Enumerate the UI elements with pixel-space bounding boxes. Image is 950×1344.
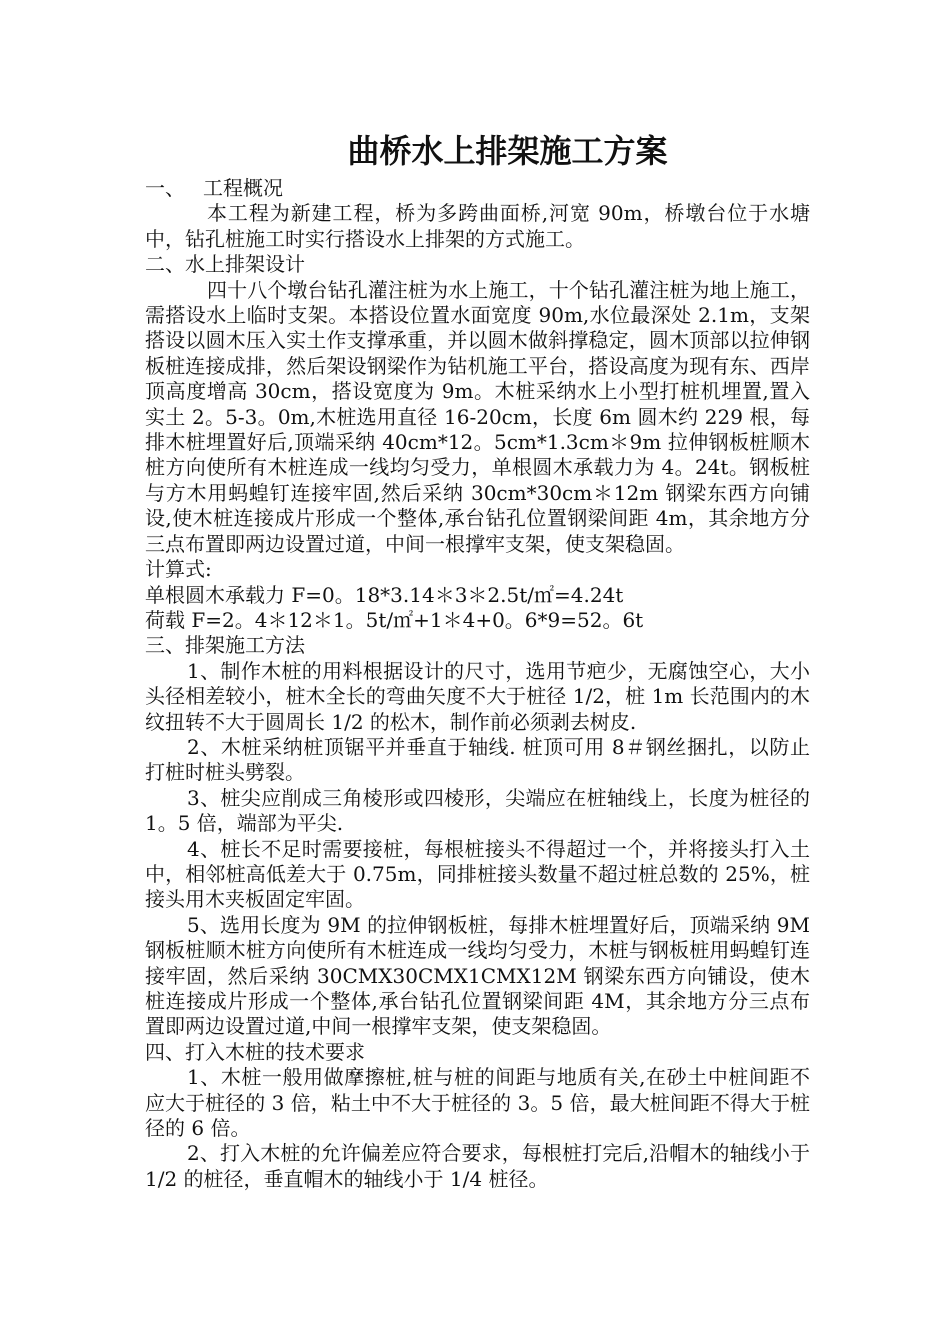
section-3-item-1: 1、制作木桩的用料根据设计的尺寸，选用节疤少，无腐蚀空心，大小头径相差较小，桩木全长的弯曲矢度不大于桩径 1/2，桩 1m 长范围内的木纹扭转不大于圆周长 1/2 的松木，制作前必须剥去树皮.	[145, 658, 810, 734]
calc-line-1: 单根圆木承载力 F=0。18*3.14＊3＊2.5t/㎡=4.24t	[145, 582, 624, 607]
section-1-title: 工程概况	[203, 176, 283, 200]
section-3-item-5: 5、选用长度为 9M 的拉伸钢板桩，每排木桩埋置好后，顶端采纳 9M 钢板桩顺木桩方向使所有木桩连成一线均匀受力，木桩与钢板桩用蚂蝗钉连接牢固，然后采纳 30CMX30CMX1CMX12M 钢梁东西方向铺设，使木桩连接成片形成一个整体,承台钻孔位置钢梁间距 4M，其余地方分三点布置即两边设置过道,中间一根撑牢支架，使支架稳固。	[145, 912, 810, 1039]
section-1-number: 一、	[145, 176, 185, 200]
calc-label: 计算式:	[145, 557, 212, 582]
section-2-heading: 二、水上排架设计	[145, 252, 305, 277]
section-1-heading	[145, 176, 810, 201]
section-4-item-2: 2、打入木桩的允许偏差应符合要求，每根桩打完后,沿帽木的轴线小于 1/2 的桩径，垂直帽木的轴线小于 1/4 桩径。	[145, 1141, 810, 1191]
section-3-item-2: 2、木桩采纳桩顶锯平并垂直于轴线. 桩顶可用 8＃钢丝捆扎，以防止打桩时桩头劈裂。	[145, 734, 810, 785]
document-page	[145, 128, 810, 1192]
section-1-paragraph: 本工程为新建工程，桥为多跨曲面桥,河宽 90m，桥墩台位于水塘中，钻孔桩施工时实行搭设水上排架的方式施工。	[145, 201, 810, 251]
section-3-item-4: 4、桩长不足时需要接桩，每根桩接头不得超过一个，并将接头打入土中，相邻桩高低差大于 0.75m，同排桩接头数量不超过桩总数的 25%，桩接头用木夹板固定牢固。	[145, 836, 810, 912]
document-title: 曲桥水上排架施工方案	[347, 132, 668, 170]
section-4-heading: 四、打入木桩的技术要求	[145, 1039, 365, 1064]
section-3-item-3: 3、桩尖应削成三角棱形或四棱形，尖端应在桩轴线上，长度为桩径的 1。5 倍，端部为平尖.	[145, 785, 810, 836]
section-2-paragraph: 四十八个墩台钻孔灌注桩为水上施工，十个钻孔灌注桩为地上施工，需搭设水上临时支架。本搭设位置水面宽度 90m,水位最深处 2.1m，支架搭设以圆木压入实土作支撑承重，并以圆木做斜撑稳定，圆木顶部以拉伸钢板桩连接成排，然后架设钢梁作为钻机施工平台，搭设高度为现有东、西岸顶高度增高 30cm，搭设宽度为 9m。木桩采纳水上小型打桩机埋置,置入实土 2。5-3。0m,木桩选用直径 16-20cm，长度 6m 圆木约 229 根，每排木桩埋置好后,顶端采纳 40cm*12。5cm*1.3cm＊9m 拉伸钢板桩顺木桩方向使所有木桩连成一线均匀受力，单根圆木承载力为 4。24t。钢板桩与方木用蚂蝗钉连接牢固,然后采纳 30cm*30cm＊12m 钢梁东西方向铺设,使木桩连接成片形成一个整体,承台钻孔位置钢梁间距 4m，其余地方分三点布置即两边设置过道，中间一根撑牢支架，使支架稳固。	[145, 277, 810, 556]
calc-line-2: 荷载 F=2。4＊12＊1。5t/㎡+1＊4+0。6*9=52。6t	[145, 607, 644, 632]
section-3-heading: 三、排架施工方法	[145, 633, 305, 658]
section-4-item-1: 1、木桩一般用做摩擦桩,桩与桩的间距与地质有关,在砂土中桩间距不应大于桩径的 3 倍，粘土中不大于桩径的 3。5 倍，最大桩间距不得大于桩径的 6 倍。	[145, 1065, 810, 1141]
